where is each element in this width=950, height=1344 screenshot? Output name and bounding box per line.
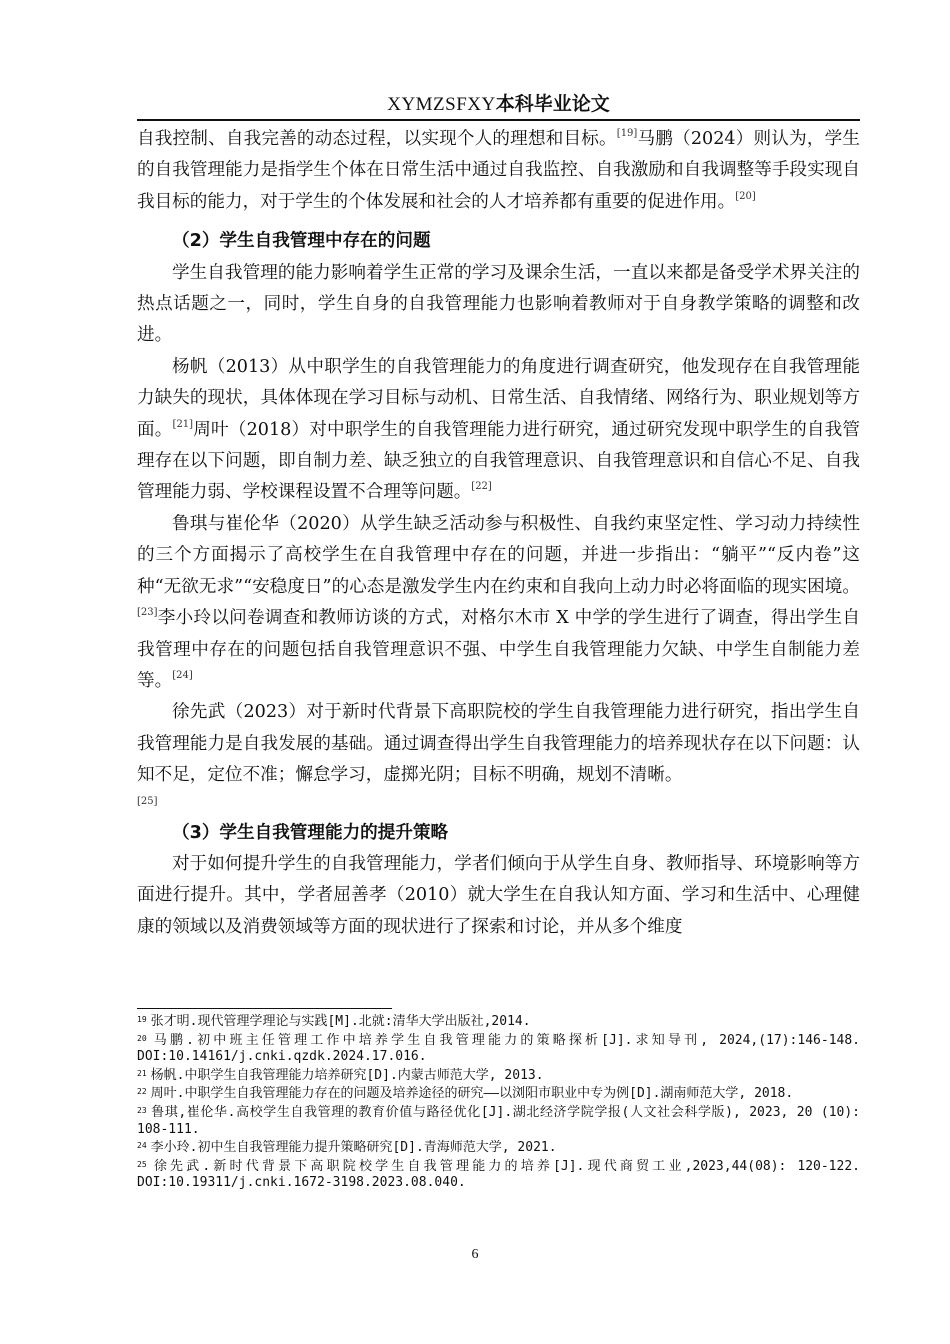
main-text	[137, 124, 860, 943]
paragraph-3-text-2: 周叶（2018）对中职学生的自我管理能力进行研究，通过研究发现中职学生的自我管理存在以下问题，即自制力差、缺乏独立的自我管理意识、自我管理意识和自信心不足、自我管理能力弱、学校课程设置不合理等问题。	[137, 419, 860, 503]
paragraph-6	[137, 849, 860, 943]
footnote-22	[137, 1084, 860, 1103]
paragraph-2	[137, 258, 860, 352]
citation-20: [20]	[735, 190, 756, 202]
section-heading-3: （3）学生自我管理能力的提升策略	[172, 822, 449, 843]
footnote-text: 鲁琪,崔伦华.高校学生自我管理的教育价值与路径优化[J].湖北经济学院学报(人文社会科学版), 2023, 20 (10): 108-111.	[137, 1104, 860, 1137]
paragraph-4-text-2: 李小玲以问卷调查和教师访谈的方式，对格尔木市 X 中学的学生进行了调查，得出学生自我管理中存在的问题包括自我管理意识不强、中学生自我管理能力欠缺、中学生自制能力差等。	[137, 608, 860, 691]
footnote-number: 25	[137, 1159, 147, 1169]
paragraph-6-text: 对于如何提升学生的自我管理能力，学者们倾向于从学生自身、教师指导、环境影响等方面进行提升。其中，学者屈善孝（2010）就大学生在自我认知方面、学习和生活中、心理健康的领域以及消费领域等方面的现状进行了探索和讨论，并从多个维度	[137, 853, 860, 937]
paragraph-1-text-2: 马鹏（2024）则认为，学生的自我管理能力是指学生个体在日常生活中通过自我监控、自我激励和自我调整等手段实现自我目标的能力，对于学生的个体发展和社会的人才培养都有重要的促进作用。	[137, 129, 860, 212]
footnote-number: 19	[137, 1015, 147, 1024]
footnote-number: 20	[137, 1033, 147, 1043]
footnote-23	[137, 1103, 860, 1138]
footnote-text: 李小玲.初中生自我管理能力提升策略研究[D].青海师范大学, 2021.	[150, 1140, 557, 1156]
footnote-number: 23	[137, 1105, 147, 1115]
citation-21: [21]	[172, 418, 194, 430]
paragraph-2-text: 学生自我管理的能力影响着学生正常的学习及课余生活，一直以来都是备受学术界关注的热点话题之一，同时，学生自身的自我管理能力也影响着教师对于自身教学策略的调整和改进。	[137, 262, 860, 346]
footnote-25	[137, 1157, 860, 1192]
footnote-text: 张才明.现代管理学理论与实践[M].北就:清华大学出版社,2014.	[150, 1014, 531, 1029]
footnotes	[137, 1012, 860, 1192]
running-header	[137, 92, 860, 117]
footnote-21	[137, 1066, 860, 1085]
paragraph-3-text: 杨帆（2013）从中职学生的自我管理能力的角度进行调查研究，他发现存在自我管理能力缺失的现状，具体体现在学习目标与动机、日常生活、自我情绪、网络行为、职业规划等方面。	[137, 356, 860, 440]
footnote-text: 徐先武.新时代背景下高职院校学生自我管理能力的培养[J].现代商贸工业,2023,44(08): 120-122. DOI:10.19311/j.cnki.1672-3198.2023.08.040.	[137, 1158, 860, 1191]
paragraph-1	[137, 124, 860, 218]
citation-25: [25]	[137, 795, 158, 807]
paragraph-4-text: 鲁琪与崔伦华（2020）从学生缺乏活动参与积极性、自我约束坚定性、学习动力持续性的三个方面揭示了高校学生在自我管理中存在的问题，并进一步指出：“躺平”“反内卷”这种“无欲无求”“安稳度日”的心态是激发学生内在约束和自我向上动力时必将面临的现实困境。	[137, 513, 860, 597]
section-heading-2: （2）学生自我管理中存在的问题	[172, 231, 431, 252]
paragraph-5-text: 徐先武（2023）对于新时代背景下高职院校的学生自我管理能力进行研究，指出学生自我管理能力是自我发展的基础。通过调查得出学生自我管理能力的培养现状存在以下问题：认知不足，定位不准；懈怠学习，虚掷光阴；目标不明确，规划不清晰。	[137, 702, 860, 786]
footnote-text: 杨帆.中职学生自我管理能力培养研究[D].内蒙古师范大学, 2013.	[150, 1067, 544, 1083]
footnote-text: 马鹏.初中班主任管理工作中培养学生自我管理能力的策略探析[J].求知导刊, 2024,(17):146-148. DOI:10.14161/j.cnki.qzdk.2024.17.016.	[137, 1032, 860, 1065]
header-title-zh: 本科毕业论文	[495, 93, 610, 115]
footnote-number: 21	[137, 1068, 147, 1078]
paragraph-5	[137, 697, 860, 791]
footnote-number: 24	[137, 1141, 147, 1151]
footnote-24	[137, 1138, 860, 1157]
citation-23: [23]	[137, 607, 158, 619]
footnote-number: 22	[137, 1087, 147, 1097]
citation-24: [24]	[172, 669, 193, 681]
header-title-en: XYMZSFXY	[387, 94, 496, 115]
footnote-rule	[137, 1008, 392, 1009]
citation-22: [22]	[471, 481, 492, 493]
page-number: 6	[471, 1247, 479, 1262]
paragraph-4	[137, 509, 860, 697]
footnote-19	[137, 1012, 860, 1031]
footnote-20	[137, 1031, 860, 1066]
header-rule	[137, 119, 860, 121]
paragraph-3	[137, 352, 860, 509]
footnote-text: 周叶.中职学生自我管理能力存在的问题及培养途径的研究——以浏阳市职业中专为例[D].湖南师范大学, 2018.	[150, 1086, 794, 1102]
citation-19: [19]	[616, 128, 638, 139]
paragraph-1-text: 自我控制、自我完善的动态过程，以实现个人的理想和目标。	[137, 129, 617, 149]
